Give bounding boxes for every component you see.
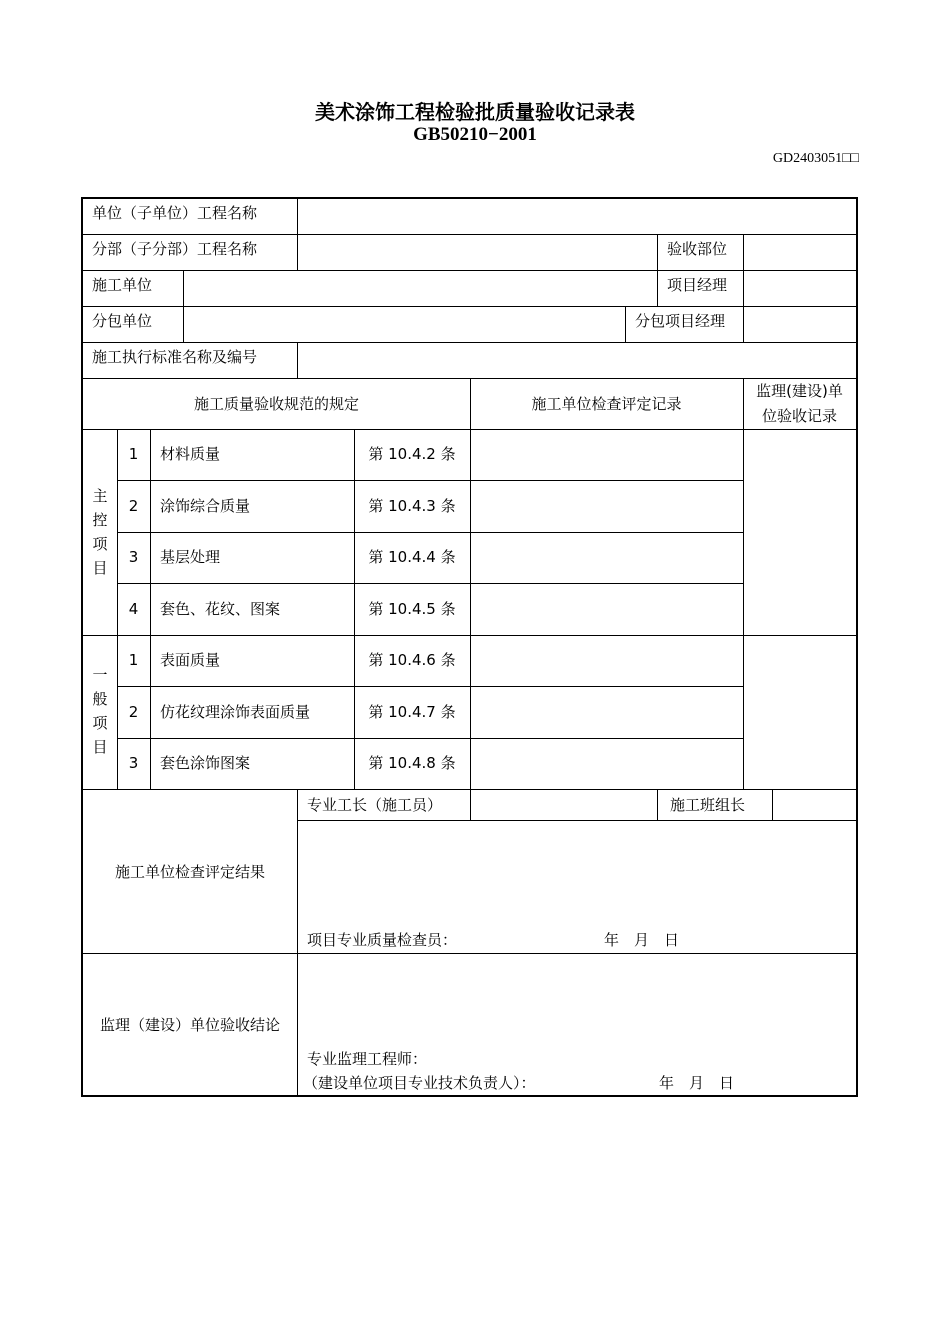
supervisor-conclusion-label: 监理（建设）单位验收结论	[99, 1016, 280, 1034]
row-divider	[83, 342, 856, 343]
acceptance-part-label: 验收部位	[667, 240, 728, 258]
row-divider	[117, 532, 743, 533]
main-item-no: 1	[128, 445, 139, 463]
general-item-no: 3	[128, 754, 139, 772]
sub-project-value[interactable]	[299, 236, 655, 269]
main-item-no: 3	[128, 548, 139, 566]
main-item-record[interactable]	[472, 534, 742, 582]
row-divider	[83, 953, 856, 954]
main-item-name: 基层处理	[160, 548, 221, 566]
general-item-name: 表面质量	[160, 651, 221, 669]
contractor-result-value[interactable]	[299, 822, 854, 922]
col-divider	[657, 234, 658, 270]
main-item-clause: 第 10.4.3 条	[368, 497, 456, 515]
general-item-record[interactable]	[472, 637, 742, 685]
row-divider	[117, 686, 743, 687]
col-divider	[150, 429, 151, 789]
main-item-name: 涂饰综合质量	[160, 497, 251, 515]
sub-project-manager-label: 分包项目经理	[635, 312, 726, 330]
col-divider	[297, 789, 298, 1095]
project-manager-label: 项目经理	[667, 276, 728, 294]
general-item-record[interactable]	[472, 688, 742, 737]
main-item-record[interactable]	[472, 585, 742, 634]
standard-code: GB50210−2001	[413, 124, 537, 145]
unit-project-value[interactable]	[299, 201, 854, 232]
col-divider	[470, 429, 471, 789]
subcontractor-value[interactable]	[185, 308, 623, 341]
foreman-value[interactable]	[472, 791, 656, 819]
general-item-clause: 第 10.4.7 条	[368, 703, 456, 721]
row-divider	[117, 480, 743, 481]
main-item-name: 材料质量	[160, 445, 221, 463]
main-item-record[interactable]	[472, 482, 742, 531]
general-items-supervisor-record[interactable]	[745, 637, 854, 788]
team-leader-label: 施工班组长	[670, 796, 746, 814]
col-divider	[625, 306, 626, 342]
main-item-name: 套色、花纹、图案	[160, 600, 281, 618]
general-item-record[interactable]	[472, 740, 742, 788]
main-item-no: 2	[128, 497, 139, 515]
owner-representative-label: （建设单位项目专业技术负责人）：	[303, 1074, 536, 1092]
col-divider	[743, 306, 744, 342]
contractor-value[interactable]	[185, 272, 655, 305]
row-divider	[83, 270, 856, 271]
project-manager-value[interactable]	[745, 272, 854, 305]
general-item-name: 仿花纹理涂饰表面质量	[160, 703, 311, 721]
col-divider	[183, 306, 184, 342]
contractor-label: 施工单位	[92, 276, 153, 294]
general-item-no: 1	[128, 651, 139, 669]
main-item-clause: 第 10.4.4 条	[368, 548, 456, 566]
foreman-label: 专业工长（施工员）	[307, 796, 443, 814]
col-divider	[297, 199, 298, 234]
general-items-label: 一 般 项 目	[92, 666, 108, 756]
row-divider	[297, 820, 856, 821]
general-item-no: 2	[128, 703, 139, 721]
sub-project-manager-value[interactable]	[745, 308, 854, 341]
contractor-record-header: 施工单位检查评定记录	[531, 395, 682, 413]
standard-name-label: 施工执行标准名称及编号	[92, 348, 258, 366]
col-divider	[297, 234, 298, 270]
main-item-clause: 第 10.4.2 条	[368, 445, 456, 463]
col-divider	[470, 789, 471, 820]
contractor-result-label: 施工单位检查评定结果	[114, 863, 265, 881]
record-table	[81, 197, 858, 1097]
col-divider	[743, 429, 744, 789]
col-divider	[772, 789, 773, 820]
team-leader-value[interactable]	[774, 791, 854, 819]
supervising-engineer-label: 专业监理工程师：	[307, 1050, 428, 1068]
acceptance-part-value[interactable]	[745, 236, 854, 269]
result-date: 年 月 日	[604, 931, 680, 949]
main-items-supervisor-record[interactable]	[745, 431, 854, 634]
sub-project-label: 分部（子分部）工程名称	[92, 240, 258, 258]
general-item-clause: 第 10.4.8 条	[368, 754, 456, 772]
form-title: 美术涂饰工程检验批质量验收记录表	[315, 100, 635, 124]
unit-project-label: 单位（子单位）工程名称	[92, 204, 258, 222]
subcontractor-label: 分包单位	[92, 312, 153, 330]
col-divider	[657, 789, 658, 820]
standard-name-value[interactable]	[299, 344, 854, 377]
col-divider	[297, 342, 298, 378]
row-divider	[83, 234, 856, 235]
col-divider	[743, 234, 744, 270]
supervisor-record-header-line2: 位验收记录	[761, 407, 837, 425]
main-item-clause: 第 10.4.5 条	[368, 600, 456, 618]
col-divider	[743, 270, 744, 306]
main-item-record[interactable]	[472, 431, 742, 479]
conclusion-date: 年 月 日	[659, 1074, 735, 1092]
quality-inspector-label: 项目专业质量检查员：	[307, 931, 458, 949]
row-divider	[117, 738, 743, 739]
spec-header: 施工质量验收规范的规定	[193, 395, 359, 413]
general-item-name: 套色涂饰图案	[160, 754, 251, 772]
form-code: GD2403051□□	[772, 151, 859, 166]
main-items-label: 主 控 项 目	[92, 487, 108, 577]
row-divider	[83, 306, 856, 307]
supervisor-record-header-line1: 监理(建设)单	[756, 382, 843, 400]
row-divider	[117, 583, 743, 584]
main-item-no: 4	[128, 600, 139, 618]
col-divider	[183, 270, 184, 306]
col-divider	[657, 270, 658, 306]
general-item-clause: 第 10.4.6 条	[368, 651, 456, 669]
supervisor-conclusion-value[interactable]	[299, 955, 854, 1045]
